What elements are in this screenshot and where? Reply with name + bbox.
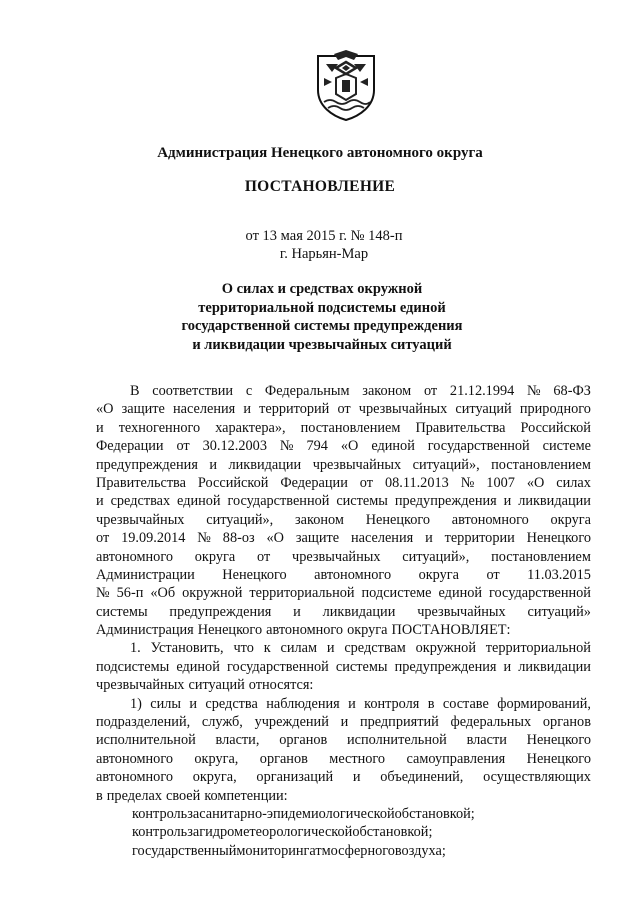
body-word: подсистемы <box>96 658 170 675</box>
body-word: и <box>243 401 251 418</box>
title-line: государственной системы предупреждения <box>181 318 463 334</box>
body-word: № <box>460 474 475 491</box>
body-word: государственной <box>227 493 330 510</box>
body-word: обстановкой; <box>352 824 433 841</box>
body-word: пределах <box>106 787 162 804</box>
body-line <box>96 492 591 510</box>
body-word: «О <box>526 474 545 491</box>
body-word: воздуха; <box>394 842 446 859</box>
body-word: Ненецкого <box>526 530 591 547</box>
title-line: территориальной подсистемы единой <box>198 299 446 316</box>
body-word: контроля <box>364 695 420 712</box>
body-word: к <box>263 640 271 657</box>
body-word: самоуправления <box>406 750 506 767</box>
body-word: округа <box>347 622 388 639</box>
body-word: обстановкой; <box>394 805 475 822</box>
body-word: 1007 <box>486 474 515 491</box>
body-line <box>96 529 591 547</box>
body-word: Ненецкого <box>526 732 591 749</box>
body-word: от <box>486 566 500 583</box>
body-word: 30.12.2003 <box>202 438 267 455</box>
body-word: Администрации <box>96 566 195 583</box>
body-word: В <box>130 383 140 399</box>
body-word: и <box>326 640 335 657</box>
body-word: единой <box>176 658 220 675</box>
body-line <box>96 658 591 676</box>
body-word: ликвидации <box>228 456 302 473</box>
body-line <box>96 437 591 455</box>
body-word: чрезвычайных <box>96 677 185 694</box>
body-word: чрезвычайных <box>312 456 402 473</box>
body-word: ситуаций», <box>206 511 274 528</box>
body-word: Правительства <box>96 474 186 491</box>
document-body <box>96 382 591 860</box>
body-word: и <box>209 456 218 473</box>
body-word: округа <box>418 566 459 583</box>
body-word: автономного <box>96 769 173 786</box>
body-line <box>96 713 591 731</box>
body-line <box>96 456 591 474</box>
body-line <box>96 676 591 694</box>
body-word: Российской <box>520 419 591 436</box>
body-line <box>96 400 591 418</box>
body-word: окружной <box>182 585 243 602</box>
body-word: и <box>503 493 512 510</box>
document-city: г. Нарьян-Мар <box>279 246 369 262</box>
body-word: атмосферного <box>309 842 395 859</box>
body-word: населения <box>350 530 414 547</box>
body-word: защите <box>295 530 340 547</box>
body-line <box>96 474 591 492</box>
body-line <box>96 768 591 786</box>
body-word: предупреждения <box>96 456 198 473</box>
body-word: Ненецкого <box>222 566 287 583</box>
body-word: и <box>189 695 198 712</box>
body-line <box>96 584 591 602</box>
body-word: чрезвычайных <box>417 603 506 620</box>
coat-of-arms-emblem <box>312 50 380 122</box>
body-word: власти <box>466 732 507 749</box>
body-word: федеральных <box>450 714 532 731</box>
body-word: гидрометеорологической <box>199 824 353 841</box>
body-word: от <box>423 383 438 399</box>
body-word: организаций <box>256 769 334 786</box>
body-word: формирований, <box>497 695 591 712</box>
body-word: № <box>279 438 294 455</box>
body-word: № <box>96 585 110 602</box>
body-word: автономного <box>96 750 173 767</box>
body-word: от <box>257 548 271 565</box>
body-word: подразделений, <box>96 714 191 731</box>
body-line <box>96 419 591 437</box>
body-word: 1. <box>130 640 141 657</box>
body-word: и <box>96 493 104 510</box>
body-word: ситуаций», <box>402 548 470 565</box>
body-word: чрезвычайных <box>358 401 448 418</box>
body-word: 794 <box>306 438 328 455</box>
body-word: Российской <box>197 474 269 491</box>
body-word: государственной <box>427 438 530 455</box>
body-word: предупреждения <box>394 658 497 675</box>
body-word: «О <box>266 530 284 547</box>
body-word: 56-п <box>116 585 144 602</box>
body-word: автономного <box>266 622 344 639</box>
body-line <box>96 750 591 768</box>
body-word: санитарно-эпидемиологической <box>199 805 395 822</box>
body-word: законом <box>295 511 344 528</box>
title-line: О силах и средствах окружной <box>221 281 423 297</box>
body-word: от <box>337 401 351 418</box>
body-word: ликвидации <box>518 493 591 510</box>
body-word: ситуаций», <box>412 456 480 473</box>
body-line <box>96 805 591 823</box>
body-line <box>96 603 591 621</box>
body-word: чрезвычайных <box>96 511 185 528</box>
body-word: государственный <box>132 842 237 859</box>
body-word: единой <box>177 493 221 510</box>
body-word: Ненецкого <box>197 622 263 639</box>
body-word: характера», <box>215 419 286 436</box>
body-word: государственной <box>489 585 591 602</box>
body-word: территорий <box>259 401 330 418</box>
body-word: окружной <box>415 640 476 657</box>
body-word: и <box>352 769 361 786</box>
body-word: единой <box>438 585 483 602</box>
body-word: системы <box>335 658 388 675</box>
body-word: «О <box>340 438 359 455</box>
body-word: власти, <box>215 732 260 749</box>
body-word: органов <box>542 714 591 731</box>
body-word: автономного <box>314 566 392 583</box>
body-word: территории <box>444 530 515 547</box>
body-word: «Об <box>150 585 176 602</box>
body-word: своей <box>165 787 201 804</box>
body-word: силах <box>556 474 591 491</box>
body-word: исполнительной <box>347 732 447 749</box>
body-word: и <box>348 695 356 712</box>
body-word: чрезвычайных <box>292 548 381 565</box>
body-word: осуществляющих <box>483 769 591 786</box>
body-word: территориальной <box>249 585 355 602</box>
body-word: относятся: <box>248 677 314 694</box>
body-word: 88-оз <box>222 530 255 547</box>
body-line <box>96 382 591 400</box>
body-line <box>96 511 591 529</box>
body-word: Правительства <box>415 419 506 436</box>
body-word: округа <box>550 511 591 528</box>
body-word: автономного <box>451 511 529 528</box>
body-word: единой <box>371 438 415 455</box>
body-line <box>96 787 591 805</box>
document-type: ПОСТАНОВЛЕНИЕ <box>244 178 396 195</box>
body-word: природного <box>519 401 591 418</box>
body-word: ситуаций <box>455 401 512 418</box>
body-word: Федерации <box>96 438 164 455</box>
body-word: соответствии <box>152 383 234 399</box>
body-word: средствах <box>110 493 171 510</box>
body-word: постановлением <box>491 456 591 473</box>
body-word: и <box>503 658 512 675</box>
body-word: постановлением <box>491 548 591 565</box>
body-word: округа, <box>194 750 239 767</box>
body-word: объединений, <box>380 769 464 786</box>
body-word: 08.11.2013 <box>384 474 449 491</box>
body-word: № <box>197 530 211 547</box>
body-word: предприятий <box>359 714 439 731</box>
body-word: системы <box>96 603 148 620</box>
body-word: предупреждения <box>169 603 272 620</box>
body-word: учреждений <box>254 714 329 731</box>
body-word: Ненецкого <box>365 511 431 528</box>
body-word: наблюдения <box>266 695 340 712</box>
body-word: Администрация <box>96 622 194 639</box>
organization-name: Администрация Ненецкого автономного округа <box>157 145 483 161</box>
body-line <box>96 548 591 566</box>
body-word: ситуаций» <box>527 603 591 620</box>
body-word: № <box>527 383 541 399</box>
body-word: законом <box>362 383 412 399</box>
body-line <box>96 842 591 860</box>
body-line <box>96 566 591 584</box>
body-word: компетенции: <box>204 787 288 804</box>
body-word: 11.03.2015 <box>527 566 591 583</box>
body-word: территориальной <box>485 640 591 657</box>
body-word: мониторинг <box>236 842 310 859</box>
body-word: за <box>187 805 200 822</box>
body-word: контроль <box>132 805 188 822</box>
body-word: и <box>425 530 433 547</box>
body-word: Федеральным <box>264 383 350 399</box>
body-word: ситуаций <box>188 677 245 694</box>
body-word: государственной <box>226 658 329 675</box>
body-word: с <box>245 383 253 399</box>
body-word: силам <box>280 640 317 657</box>
body-word: силы <box>150 695 182 712</box>
document-title <box>2 280 640 354</box>
body-word: Ненецкого <box>526 750 591 767</box>
body-word: предупреждения <box>394 493 497 510</box>
body-word: контроль <box>132 824 188 841</box>
document-date-number: от 13 мая 2015 г. № 148-п <box>245 228 403 244</box>
body-word: средства <box>205 695 258 712</box>
body-word: населения <box>172 401 236 418</box>
body-word: и <box>96 419 104 436</box>
body-word: органов <box>259 750 308 767</box>
body-word: от <box>359 474 374 491</box>
body-word: автономного <box>96 548 173 565</box>
body-word: Федерации <box>280 474 348 491</box>
body-word: 21.12.1994 <box>449 383 515 399</box>
body-word: ПОСТАНОВЛЯЕТ: <box>391 622 511 639</box>
body-word: составе <box>442 695 489 712</box>
body-word: в <box>427 695 435 712</box>
body-word: органов <box>279 732 328 749</box>
body-word: 19.09.2014 <box>121 530 186 547</box>
body-word: 1) <box>130 695 142 712</box>
body-line <box>96 823 591 841</box>
body-word: от <box>176 438 190 455</box>
body-word: исполнительной <box>96 732 196 749</box>
body-line <box>96 639 591 657</box>
body-word: защите <box>121 401 165 418</box>
body-word: средствам <box>344 640 406 657</box>
body-word: «О <box>96 401 114 418</box>
body-word: округа, <box>192 769 237 786</box>
title-line: и ликвидации чрезвычайных ситуаций <box>192 336 452 353</box>
body-line <box>96 621 591 639</box>
body-word: и <box>340 714 349 731</box>
body-word: за <box>187 824 200 841</box>
body-word: служб, <box>201 714 243 731</box>
body-word: системе <box>542 438 591 455</box>
body-line <box>96 695 591 713</box>
body-word: постановлением <box>300 419 401 436</box>
body-word: ликвидации <box>518 658 591 675</box>
body-word: и <box>293 603 301 620</box>
body-word: в <box>96 787 103 804</box>
body-word: округа <box>194 548 236 565</box>
body-word: от <box>96 530 110 547</box>
body-word: что <box>233 640 254 657</box>
body-word: Установить, <box>150 640 224 657</box>
body-word: подсистеме <box>361 585 432 602</box>
body-word: ликвидации <box>322 603 396 620</box>
body-word: системы <box>336 493 388 510</box>
body-word: техногенного <box>118 419 201 436</box>
body-word: местного <box>329 750 386 767</box>
body-line <box>96 731 591 749</box>
body-word: 68-ФЗ <box>553 383 591 399</box>
